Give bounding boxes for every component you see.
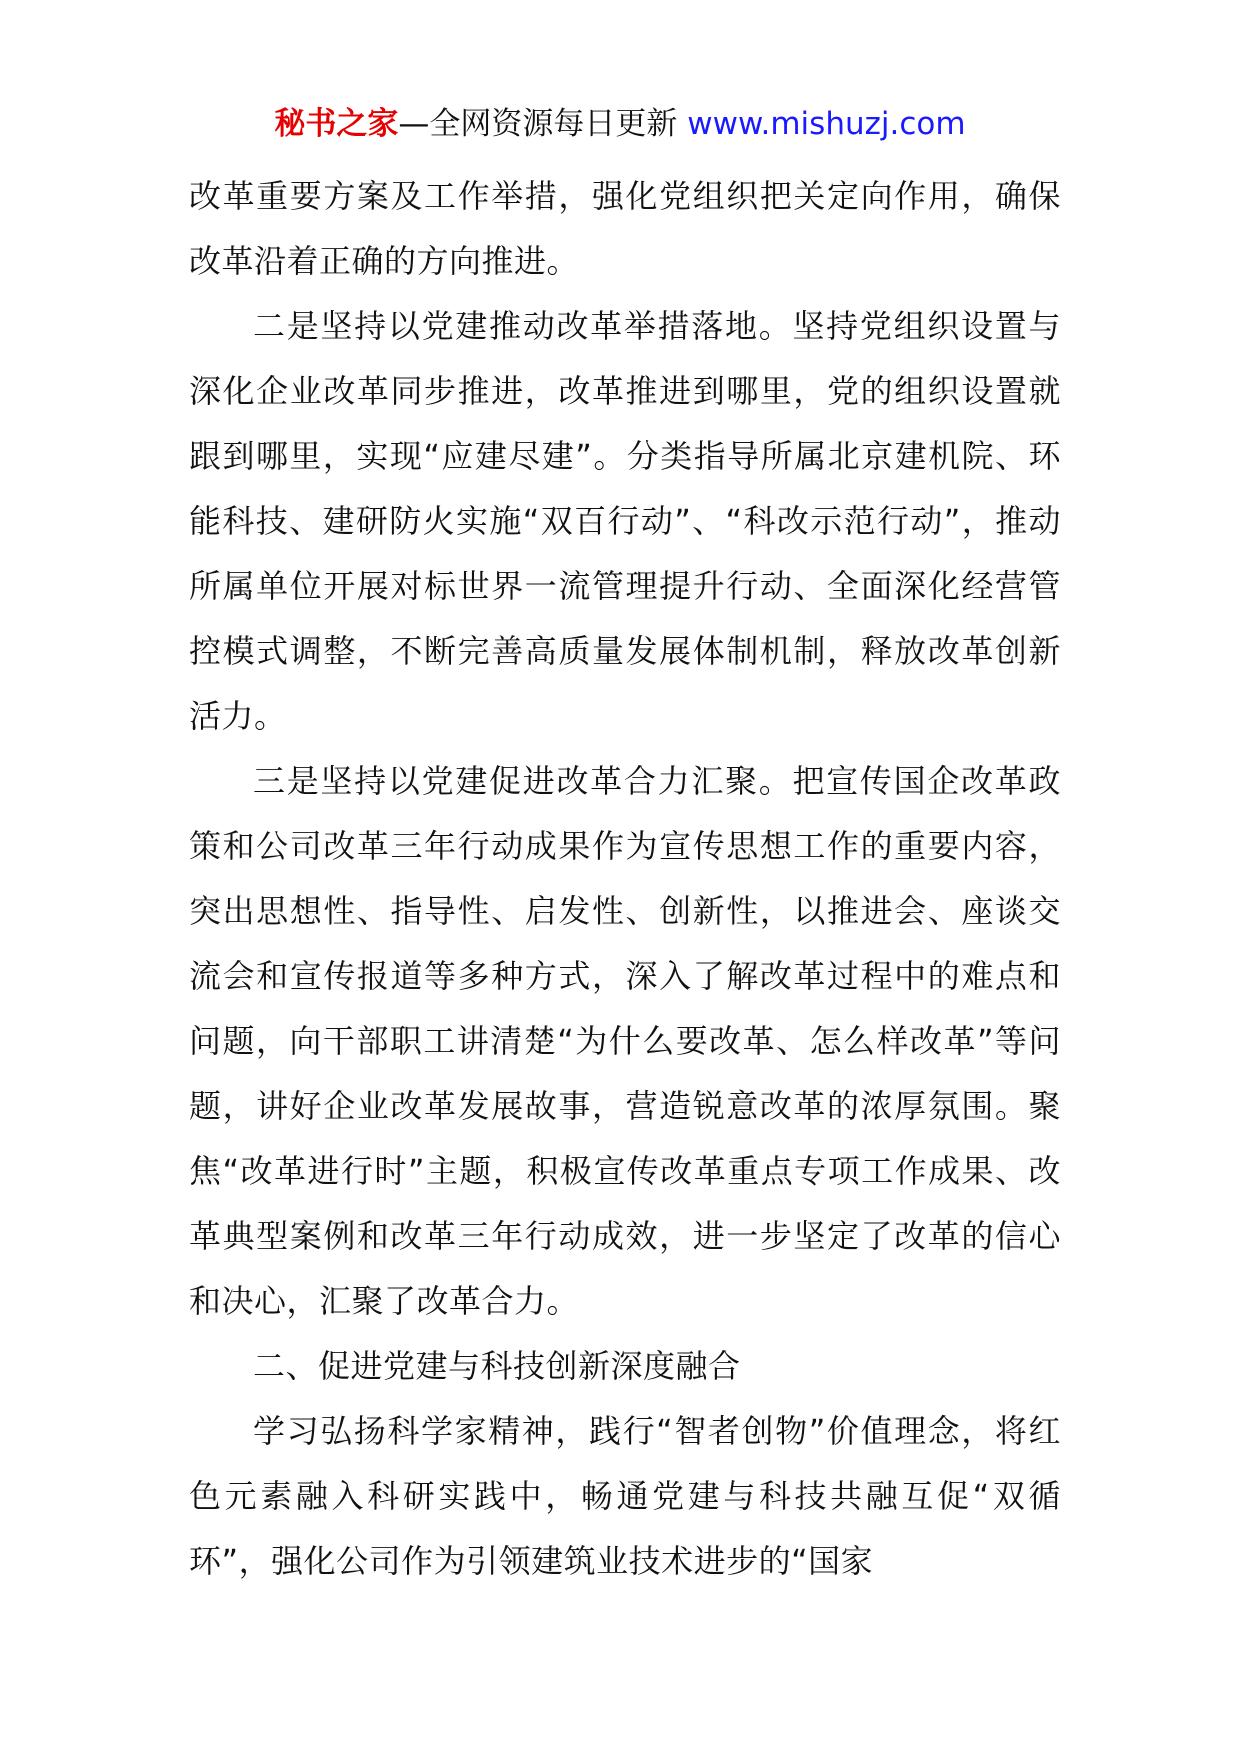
header-tagline: —全网资源每日更新 bbox=[398, 106, 678, 142]
paragraph: 学习弘扬科学家精神，践行“智者创物”价值理念，将红色元素融入科研实践中，畅通党建与科技共融互促“双循环”，强化公司作为引领建筑业技术进步的“国家 bbox=[189, 1412, 1061, 1580]
paragraph-continuation: 改革重要方案及工作举措，强化党组织把关定向作用，确保改革沿着正确的方向推进。 bbox=[189, 177, 1061, 280]
brand-name: 秘书之家 bbox=[274, 106, 399, 142]
document-body bbox=[189, 164, 1061, 1594]
site-url-link[interactable]: www.mishuzj.com bbox=[687, 106, 966, 142]
paragraph: 三是坚持以党建促进改革合力汇聚。把宣传国企改革政策和公司改革三年行动成果作为宣传思想工作的重要内容，突出思想性、指导性、启发性、创新性，以推进会、座谈交流会和宣传报道等多种方式，深入了解改革过程中的难点和问题，向干部职工讲清楚“为什么要改革、怎么样改革”等问题，讲好企业改革发展故事，营造锐意改革的浓厚氛围。聚焦“改革进行时”主题，积极宣传改革重点专项工作成果、改革典型案例和改革三年行动成效，进一步坚定了改革的信心和决心，汇聚了改革合力。 bbox=[189, 762, 1061, 1320]
paragraph: 二是坚持以党建推动改革举措落地。坚持党组织设置与深化企业改革同步推进，改革推进到哪里，党的组织设置就跟到哪里，实现“应建尽建”。分类指导所属北京建机院、环能科技、建研防火实施“双百行动”、“科改示范行动”，推动所属单位开展对标世界一流管理提升行动、全面深化经营管控模式调整，不断完善高质量发展体制机制，释放改革创新活力。 bbox=[189, 307, 1061, 735]
section-heading: 二、促进党建与科技创新深度融合 bbox=[253, 1347, 741, 1385]
page-header bbox=[0, 104, 1240, 144]
